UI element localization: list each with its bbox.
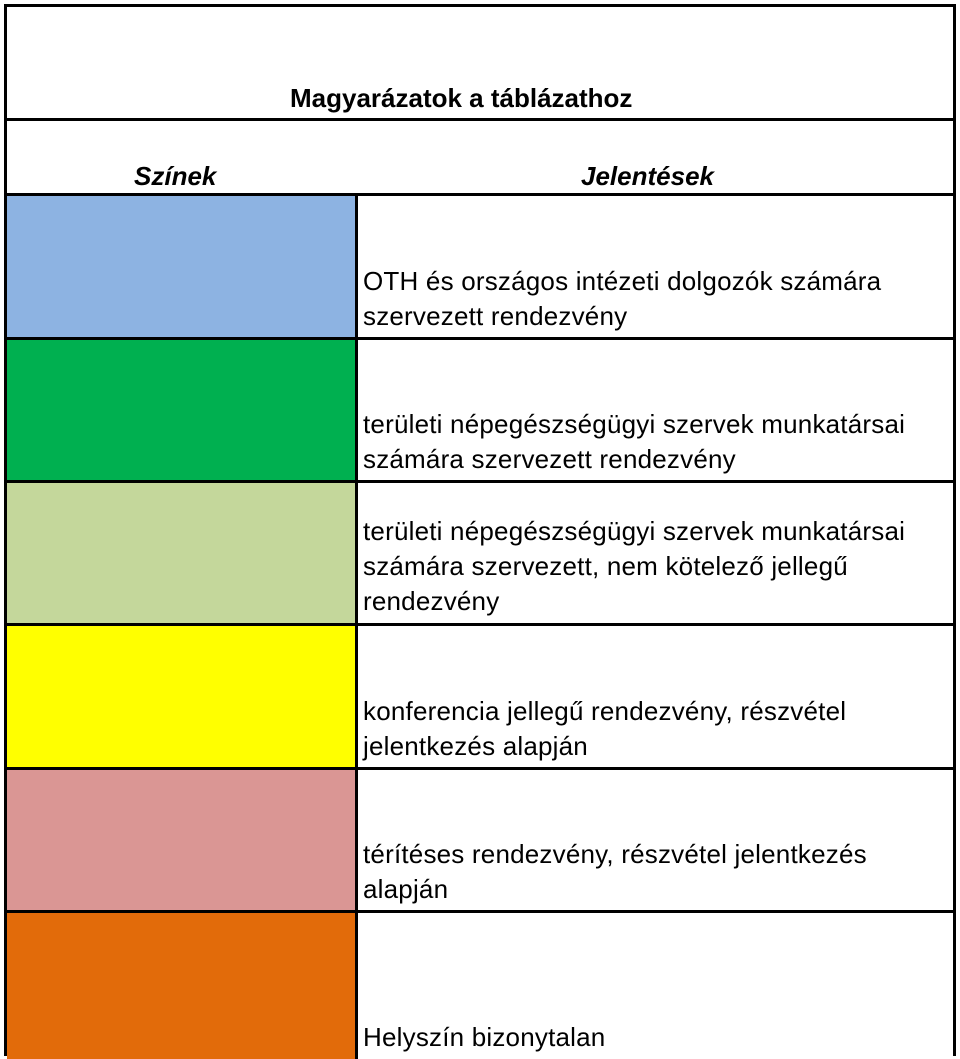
meanings-column-header: Jelentések — [581, 161, 714, 191]
legend-row — [7, 626, 953, 770]
legend-row — [7, 770, 953, 913]
meaning-text: területi népegészségügyi szervek munkatársai számára szervezett rendezvény — [363, 409, 906, 474]
legend-table — [4, 4, 956, 1056]
color-swatch — [7, 483, 358, 623]
color-swatch — [7, 770, 358, 910]
color-swatch — [7, 196, 358, 337]
table-title: Magyarázatok a táblázathoz — [290, 83, 633, 113]
meaning-text: konferencia jellegű rendezvény, részvétel jelentkezés alapján — [363, 696, 847, 761]
legend-row — [7, 483, 953, 626]
colors-column-header: Színek — [134, 161, 217, 191]
color-swatch — [7, 340, 358, 480]
meaning-text: Helyszín bizonytalan — [363, 1022, 606, 1052]
header-row — [7, 121, 953, 196]
meaning-text: OTH és országos intézeti dolgozók számára szervezett rendezvény — [363, 266, 882, 331]
meaning-text: térítéses rendezvény, részvétel jelentkezés alapján — [363, 839, 867, 904]
meaning-text: területi népegészségügyi szervek munkatársai számára szervezett, nem kötelező jellegű rendezvény — [363, 516, 906, 616]
legend-row — [7, 340, 953, 483]
title-row — [7, 7, 953, 121]
color-swatch — [7, 913, 358, 1059]
color-swatch — [7, 626, 358, 767]
legend-row — [7, 196, 953, 340]
legend-row — [7, 913, 953, 1059]
